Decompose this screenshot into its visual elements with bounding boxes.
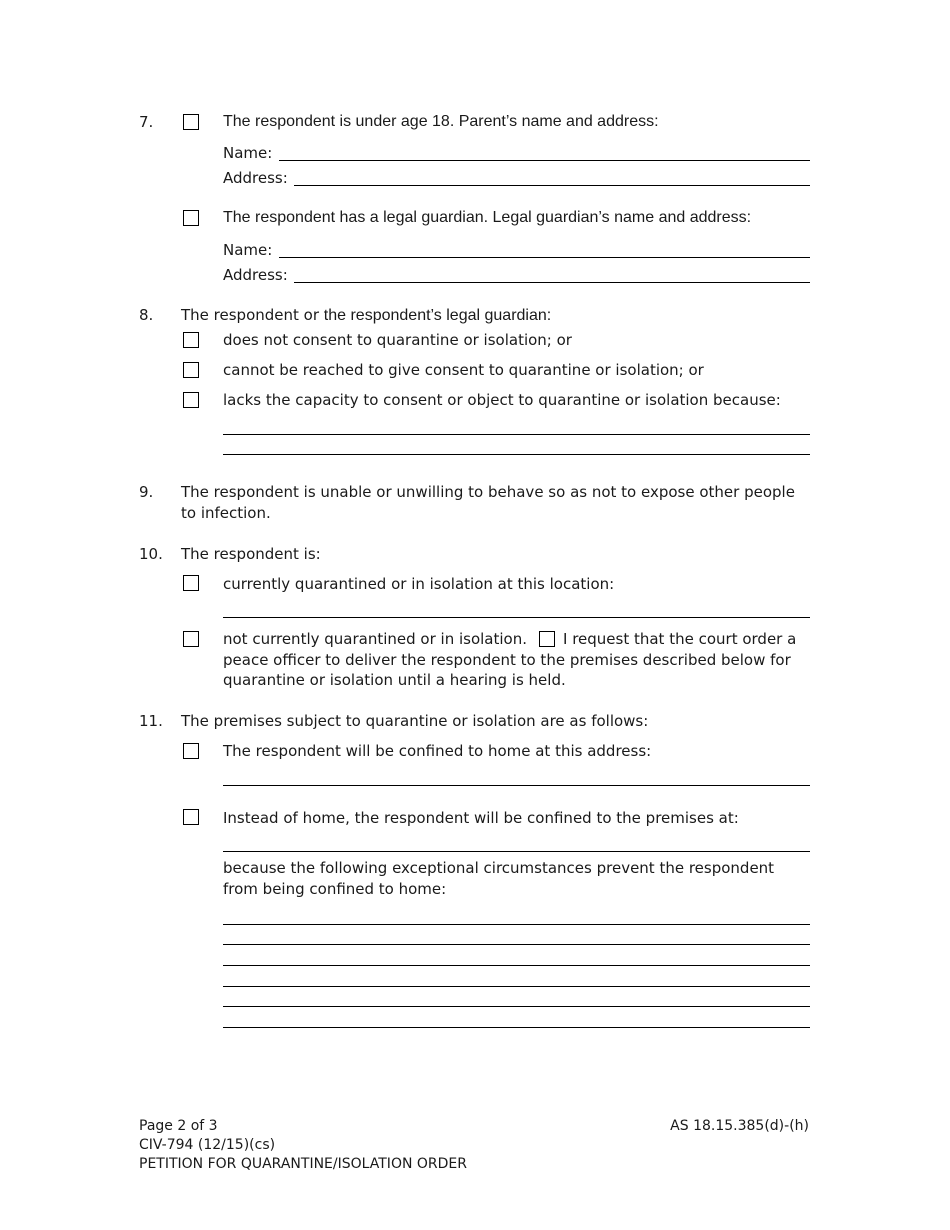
exceptional-circumstances-line-2: from being confined to home: [223, 880, 447, 898]
lacks-capacity-label: lacks the capacity to consent or object to quarantine or isolation because: [223, 391, 781, 409]
current-location-field[interactable] [223, 617, 810, 618]
item-10-number: 10. [139, 545, 163, 563]
currently-quarantined-label: currently quarantined or in isolation at this location: [223, 575, 615, 593]
form-number: CIV-794 (12/15)(cs) [139, 1137, 276, 1153]
request-text-line-3: quarantine or isolation until a hearing is held. [223, 671, 566, 689]
request-text-line-1: I request that the court order a [563, 630, 797, 648]
cannot-reach-label: cannot be reached to give consent to quarantine or isolation; or [223, 361, 704, 379]
guardian-name-field[interactable] [279, 257, 810, 258]
legal-guardian-label: The respondent has a legal guardian. Legal guardian’s name and address: [223, 209, 752, 226]
item-8-number: 8. [139, 306, 154, 324]
other-premises-address-field[interactable] [223, 851, 810, 852]
not-quarantined-label: not currently quarantined or in isolation. [223, 630, 527, 648]
request-text-line-2: peace officer to deliver the respondent to the premises described below for [223, 651, 791, 669]
page-number: Page 2 of 3 [139, 1118, 218, 1134]
request-peace-officer-checkbox[interactable] [539, 631, 555, 647]
guardian-address-label: Address: [223, 266, 288, 284]
no-consent-checkbox[interactable] [183, 332, 199, 348]
circumstances-field-line-2[interactable] [223, 944, 810, 945]
parent-name-field[interactable] [279, 160, 810, 161]
item-11-intro: The premises subject to quarantine or isolation are as follows: [181, 712, 649, 730]
other-premises-label: Instead of home, the respondent will be confined to the premises at: [223, 809, 739, 827]
exceptional-circumstances-line-1: because the following exceptional circumstances prevent the respondent [223, 859, 775, 877]
under-18-checkbox[interactable] [183, 114, 199, 130]
lacks-capacity-reason-line-1[interactable] [223, 434, 810, 435]
circumstances-field-line-5[interactable] [223, 1006, 810, 1007]
form-title: PETITION FOR QUARANTINE/ISOLATION ORDER [139, 1156, 467, 1172]
circumstances-field-line-1[interactable] [223, 924, 810, 925]
guardian-address-field[interactable] [294, 282, 810, 283]
item-9-text-line-1: The respondent is unable or unwilling to behave so as not to expose other people [181, 483, 795, 501]
no-consent-label: does not consent to quarantine or isolation; or [223, 331, 572, 349]
circumstances-field-line-3[interactable] [223, 965, 810, 966]
item-8-intro-a: The respondent or [181, 306, 324, 324]
item-8-intro [181, 305, 551, 326]
home-confinement-label: The respondent will be confined to home at this address: [223, 742, 652, 760]
currently-quarantined-checkbox[interactable] [183, 575, 199, 591]
item-11-number: 11. [139, 712, 163, 730]
circumstances-field-line-4[interactable] [223, 986, 810, 987]
guardian-name-label: Name: [223, 241, 273, 259]
item-10-intro: The respondent is: [181, 545, 321, 563]
item-9-number: 9. [139, 483, 154, 501]
lacks-capacity-reason-line-2[interactable] [223, 454, 810, 455]
lacks-capacity-checkbox[interactable] [183, 392, 199, 408]
legal-guardian-checkbox[interactable] [183, 210, 199, 226]
item-8-intro-b: the respondent’s legal guardian: [323, 307, 552, 324]
under-18-label: The respondent is under age 18. Parent’s name and address: [223, 113, 659, 130]
item-9-text-line-2: to infection. [181, 504, 271, 522]
parent-name-label: Name: [223, 144, 273, 162]
parent-address-label: Address: [223, 169, 288, 187]
item-7-number: 7. [139, 113, 154, 131]
home-confinement-checkbox[interactable] [183, 743, 199, 759]
cannot-reach-checkbox[interactable] [183, 362, 199, 378]
home-address-field[interactable] [223, 785, 810, 786]
other-premises-checkbox[interactable] [183, 809, 199, 825]
statute-reference: AS 18.15.385(d)-(h) [670, 1118, 809, 1134]
parent-address-field[interactable] [294, 185, 810, 186]
circumstances-field-line-6[interactable] [223, 1027, 810, 1028]
not-quarantined-checkbox[interactable] [183, 631, 199, 647]
